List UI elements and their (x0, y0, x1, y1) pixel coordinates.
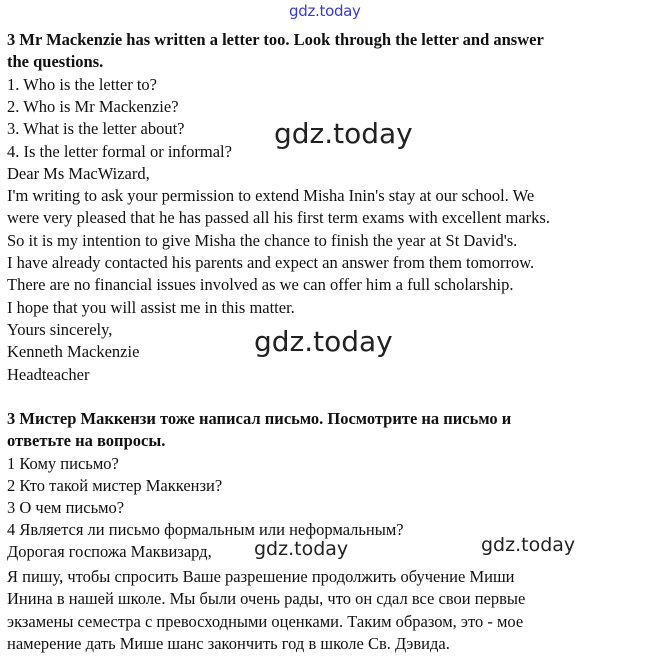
watermark: gdz.today (254, 325, 393, 358)
letter-body-line-ru: Инина в нашей школе. Мы были очень рады, что он сдал все свои первые (7, 589, 526, 608)
letter-body-line: So it is my intention to give Misha the chance to finish the year at St David's. (7, 231, 518, 250)
question-ru: 3 О чем письмо? (7, 498, 125, 517)
question-ru: 4 Является ли письмо формальным или неформальным? (7, 520, 404, 539)
letter-body-line-ru: намерение дать Мише шанс закончить год в школе Св. Дэвида. (7, 634, 450, 653)
question: 2. Who is Mr Mackenzie? (7, 97, 179, 116)
exercise-heading-ru: ответьте на вопросы. (7, 431, 166, 450)
letter-greeting: Dear Ms MacWizard, (7, 164, 150, 183)
letter-closing: Yours sincerely, (7, 320, 113, 339)
letter-body-line-ru: Я пишу, чтобы спросить Ваше разрешение продолжить обучение Миши (7, 567, 515, 586)
letter-body-line: I hope that you will assist me in this matter. (7, 298, 295, 317)
letter-body-line: There are no financial issues involved as we can offer him a full scholarship. (7, 275, 514, 294)
letter-body-line: were very pleased that he has passed all his first term exams with excellent marks. (7, 208, 550, 227)
question-ru: 1 Кому письмо? (7, 454, 119, 473)
signature-title: Headteacher (7, 365, 90, 384)
letter-greeting-ru: Дорогая госпожа Маквизард, (7, 542, 212, 561)
question: 4. Is the letter formal or informal? (7, 142, 232, 161)
signature-name: Kenneth Mackenzie (7, 342, 140, 361)
question: 3. What is the letter about? (7, 119, 185, 138)
watermark-top: gdz.today (289, 2, 361, 20)
watermark: gdz.today (481, 534, 576, 556)
exercise-heading: 3 Mr Mackenzie has written a letter too. Look through the letter and answer (7, 30, 544, 49)
question: 1. Who is the letter to? (7, 75, 157, 94)
letter-body-line-ru: экзамены семестра с превосходными оценками. Таким образом, это - мое (7, 612, 524, 631)
question-ru: 2 Кто такой мистер Маккензи? (7, 476, 223, 495)
exercise-heading: the questions. (7, 52, 104, 71)
letter-body-line: I'm writing to ask your permission to extend Misha Inin's stay at our school. We (7, 186, 535, 205)
watermark: gdz.today (254, 538, 349, 560)
exercise-heading-ru: 3 Мистер Маккензи тоже написал письмо. Посмотрите на письмо и (7, 409, 512, 428)
letter-body-line: I have already contacted his parents and expect an answer from them tomorrow. (7, 253, 535, 272)
watermark: gdz.today (274, 117, 413, 150)
